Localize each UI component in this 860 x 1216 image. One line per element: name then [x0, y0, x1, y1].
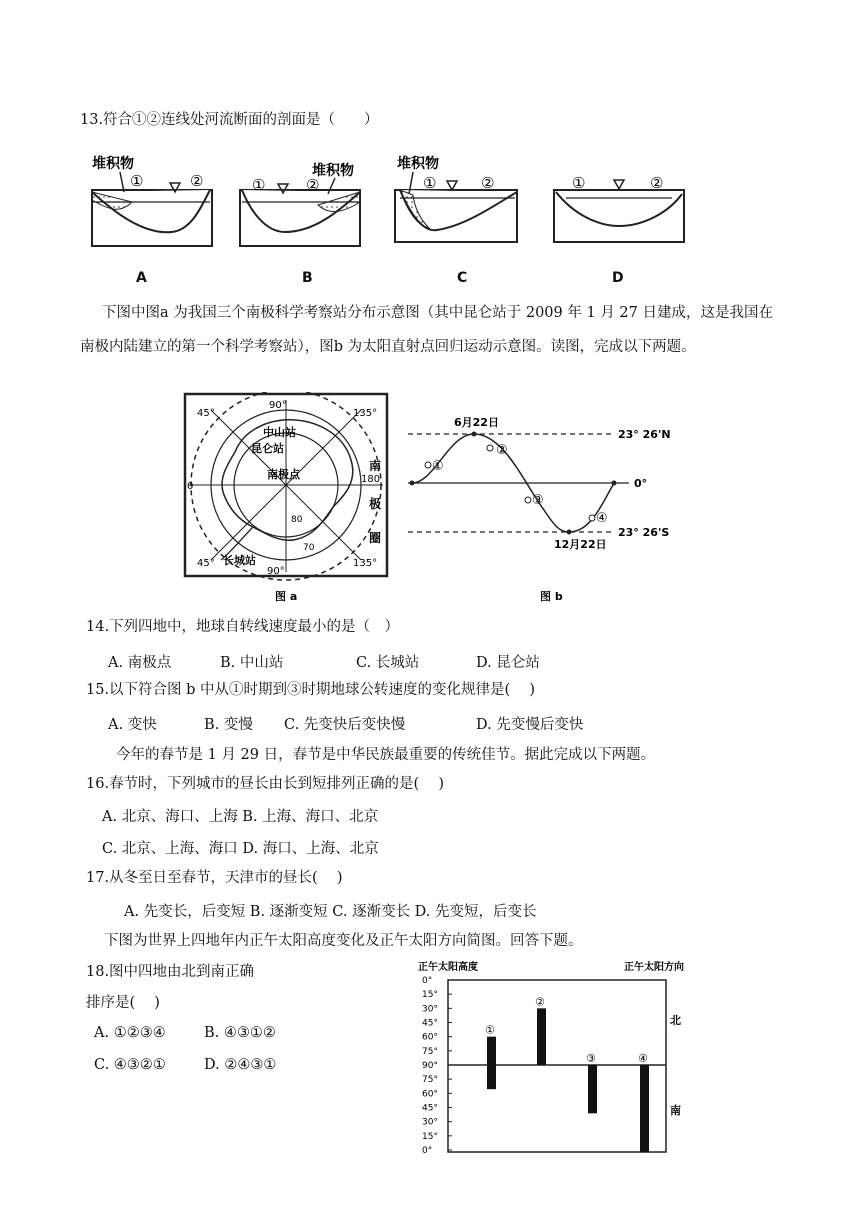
q18-option-d: D. ②④③① [204, 1057, 277, 1073]
svg-text:圈: 圈 [369, 531, 382, 545]
figure-b [404, 410, 694, 604]
svg-text:②: ② [496, 443, 508, 458]
q18-question-line1: 18.图中四地由北到南正确 [86, 964, 255, 980]
svg-text:中山站: 中山站 [263, 426, 296, 439]
q16-options-line1: A. 北京、海口、上海 B. 上海、海口、北京 [102, 809, 379, 825]
svg-text:0: 0 [187, 481, 194, 492]
svg-text:南极点: 南极点 [267, 468, 300, 481]
svg-text:90°: 90° [269, 400, 287, 411]
sun-bar-2 [537, 1008, 546, 1065]
q14-option-a: A. 南极点 [108, 655, 172, 671]
figure-a [183, 392, 391, 604]
sun-chart-frame [448, 980, 666, 1152]
svg-text:长城站: 长城站 [223, 554, 256, 567]
q18-question-line2: 排序是( ) [86, 995, 160, 1011]
svg-text:②: ② [306, 176, 320, 194]
q15-option-c: C. 先变快后变快慢 [284, 717, 406, 733]
intro-spring-festival: 今年的春节是 1 月 29 日，春节是中华民族最重要的传统佳节。据此完成以下两题。 [116, 747, 656, 763]
sun-bar-label: ① [485, 1023, 495, 1037]
svg-text:135°: 135° [353, 558, 378, 569]
q16-question: 16.春节时，下列城市的昼长由长到短排列正确的是( ) [86, 776, 444, 792]
profile-c [395, 155, 517, 242]
svg-text:①: ① [572, 174, 586, 192]
intro-antarctic: 下图中图a 为我国三个南极科学考察站分布示意图（其中昆仑站于 2009 年 1 月 27 日建成，这是我国在南极内陆建立的第一个科学考察站），图b 为太阳直射点回归运动示意图。读图，完成以下两题。 [80, 305, 773, 355]
svg-text:图 a: 图 a [275, 590, 298, 603]
profile-d [554, 174, 684, 242]
svg-text:①: ① [432, 459, 444, 474]
sun-chart-title-right: 正午太阳方向 [624, 962, 684, 973]
svg-text:6月22日: 6月22日 [454, 416, 499, 429]
svg-text:23° 26'N: 23° 26'N [618, 428, 671, 441]
svg-text:45°: 45° [197, 558, 215, 569]
svg-text:图 b: 图 b [540, 590, 563, 603]
q15-option-a: A. 变快 [108, 717, 157, 733]
sun-chart-tick-label: 60° [422, 1089, 438, 1100]
sun-chart-tick-label: 75° [422, 1075, 438, 1086]
svg-text:①: ① [423, 174, 437, 192]
svg-text:0°: 0° [634, 477, 648, 490]
sun-bar-1 [487, 1037, 496, 1090]
q17-options: A. 先变长，后变短 B. 逐渐变短 C. 逐渐变长 D. 先变短，后变长 [124, 904, 537, 920]
svg-text:④: ④ [596, 511, 608, 526]
q18-option-a: A. ①②③④ [94, 1025, 166, 1041]
q13-profiles [80, 150, 700, 290]
deposit-label: 堆积物 [92, 156, 134, 172]
sun-chart-tick-label: 45° [422, 1018, 438, 1029]
sun-chart-tick-label: 90° [422, 1061, 438, 1071]
svg-text:90°: 90° [267, 566, 285, 577]
svg-text:12月22日: 12月22日 [554, 538, 607, 551]
svg-text:②: ② [190, 172, 204, 190]
sun-bar-label: ② [535, 995, 545, 1009]
sun-chart-tick-label: 30° [422, 1117, 438, 1128]
sun-chart-south: 南 [670, 1104, 681, 1117]
svg-text:①: ① [130, 172, 144, 190]
svg-text:45°: 45° [197, 408, 215, 419]
sun-chart-tick-label: 30° [422, 1004, 438, 1015]
sun-bar-4 [640, 1065, 649, 1152]
svg-text:昆仑站: 昆仑站 [251, 442, 284, 455]
q13-question: 13.符合①②连线处河流断面的剖面是（ ） [80, 112, 379, 128]
svg-text:①: ① [252, 176, 266, 194]
sun-bar-3 [588, 1065, 597, 1113]
profile-b [240, 162, 360, 246]
svg-text:23° 26'S: 23° 26'S [618, 526, 670, 539]
sun-bar-label: ③ [586, 1052, 596, 1065]
q16-options-line2: C. 北京、上海、海口 D. 海口、上海、北京 [102, 841, 379, 857]
sun-chart-tick-label: 15° [422, 1131, 438, 1142]
sun-chart-tick-label: 0° [422, 1146, 433, 1156]
q15-option-d: D. 先变慢后变快 [476, 717, 584, 733]
q14-question: 14.下列四地中，地球自转线速度最小的是（ ） [86, 619, 400, 635]
q18-option-c: C. ④③②① [94, 1057, 166, 1073]
label-b: B [302, 270, 313, 286]
q15-question: 15.以下符合图 b 中从①时期到③时期地球公转速度的变化规律是( ) [86, 682, 535, 698]
intro-noon-sun: 下图为世界上四地年内正午太阳高度变化及正午太阳方向简图。回答下题。 [104, 933, 583, 949]
label-c: C [457, 270, 468, 286]
q14-option-c: C. 长城站 [356, 655, 420, 671]
sun-chart-tick-label: 45° [422, 1103, 438, 1114]
svg-text:②: ② [481, 174, 495, 192]
sun-chart-north: 北 [670, 1014, 681, 1027]
svg-text:135°: 135° [353, 408, 378, 419]
svg-text:南: 南 [369, 459, 382, 473]
q14-option-b: B. 中山站 [220, 655, 284, 671]
sun-chart-tick-label: 15° [422, 990, 438, 1001]
svg-text:堆积物: 堆积物 [397, 156, 439, 172]
svg-text:80: 80 [291, 515, 303, 525]
svg-text:堆积物: 堆积物 [312, 163, 354, 179]
label-d: D [612, 270, 624, 286]
q17-question: 17.从冬至日至春节，天津市的昼长( ) [86, 870, 343, 886]
label-a: A [136, 270, 147, 286]
q15-option-b: B. 变慢 [204, 717, 253, 733]
svg-text:②: ② [650, 174, 664, 192]
sun-chart-title-left: 正午太阳高度 [418, 962, 478, 973]
svg-text:70: 70 [303, 543, 315, 553]
profile-a [92, 155, 212, 246]
sun-chart-tick-label: 75° [422, 1046, 438, 1057]
svg-text:③: ③ [532, 493, 544, 508]
q14-option-d: D. 昆仑站 [476, 655, 540, 671]
sun-chart-tick-label: 0° [422, 976, 433, 986]
svg-text:极: 极 [369, 497, 382, 511]
noon-sun-chart [418, 958, 703, 1166]
sun-bar-label: ④ [638, 1052, 648, 1065]
q18-option-b: B. ④③①② [204, 1025, 276, 1041]
sun-chart-tick-label: 60° [422, 1032, 438, 1043]
svg-text:180: 180 [361, 474, 381, 485]
